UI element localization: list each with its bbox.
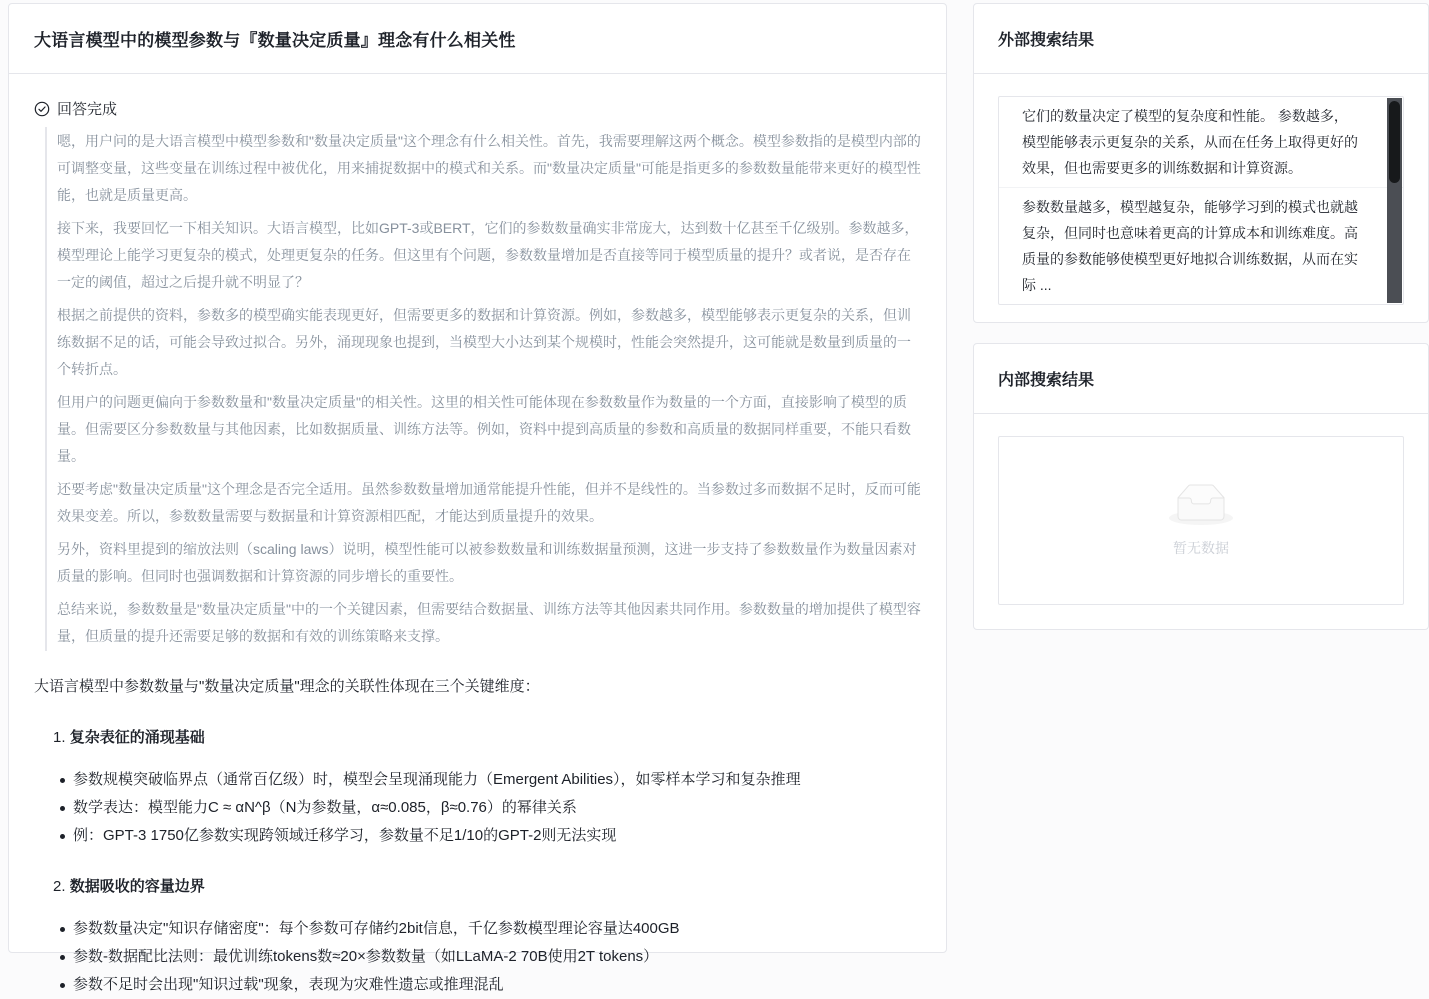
search-result-item[interactable]: 它们的数量决定了模型的复杂度和性能。 参数越多，模型能够表示更复杂的关系，从而在任务上取得更好的效果，但也需要更多的训练数据和计算资源。: [1022, 108, 1358, 176]
thinking-paragraph: 还要考虑"数量决定质量"这个理念是否完全适用。虽然参数数量增加通常能提升性能，但并不是线性的。当参数过多而数据不足时，反而可能效果变差。所以，参数数量需要与数据量和计算资源相匹配，才能达到质量提升的效果。: [57, 481, 921, 524]
internal-results-title: 内部搜索结果: [974, 344, 1428, 414]
answer-status: [34, 98, 921, 119]
search-result-item[interactable]: 参数数量越多，模型越复杂，能够学习到的模式也就越复杂，但同时也意味着更高的计算成本和训练难度。高质量的参数能够使模型更好地拟合训练数据，从而在实际 ...: [999, 187, 1403, 304]
list-item: 参数数量决定"知识存储密度"：每个参数可存储约2bit信息，千亿参数模型理论容量达400GB: [34, 915, 921, 943]
list-item: 数学表达：模型能力C ≈ αN^β（N为参数量，α≈0.085，β≈0.76）的幂律关系: [34, 794, 921, 822]
thinking-paragraph: 接下来，我要回忆一下相关知识。大语言模型，比如GPT-3或BERT，它们的参数数量确实非常庞大，达到数十亿甚至千亿级别。参数越多，模型理论上能学习更复杂的模式，处理更复杂的任务。但这里有个问题，参数数量增加是否直接等同于模型质量的提升？或者说，是否存在一定的阈值，超过之后提升就不明显了？: [57, 220, 919, 290]
results-scrollbar[interactable]: [1387, 98, 1402, 303]
section-heading-1: [53, 727, 921, 749]
answer-intro: 大语言模型中参数数量与"数量决定质量"理念的关联性体现在三个关键维度：: [34, 678, 540, 695]
list-item: 参数-数据配比法则：最优训练tokens数≈20×参数数量（如LLaMA-2 70B使用2T tokens）: [34, 943, 921, 971]
external-results-list: [998, 96, 1404, 305]
thinking-paragraph: 根据之前提供的资料，参数多的模型确实能表现更好，但需要更多的数据和计算资源。例如，参数越多，模型能够表示更复杂的关系，但训练数据不足的话，可能会导致过拟合。另外，涌现现象也提到，当模型大小达到某个规模时，性能会突然提升，这可能就是数量到质量的一个转折点。: [57, 307, 911, 377]
external-results-body: [974, 74, 1428, 327]
thinking-paragraph: 但用户的问题更偏向于参数数量和"数量决定质量"的相关性。这里的相关性可能体现在参数数量作为数量的一个方面，直接影响了模型的质量。但需要区分参数数量与其他因素，比如数据质量、训练方法等。例如，资料中提到高质量的参数和高质量的数据同样重要，不能只看数量。: [57, 394, 911, 464]
section-number: 1.: [53, 729, 66, 746]
list-item: 参数不足时会出现"知识过载"现象，表现为灾难性遗忘或推理混乱: [34, 971, 921, 999]
section-heading-2: [53, 876, 921, 898]
empty-state-text: 暂无数据: [1173, 539, 1229, 556]
list-item: 例：GPT-3 1750亿参数实现跨领域迁移学习，参数量不足1/10的GPT-2则无法实现: [34, 822, 921, 850]
empty-box-icon: [1169, 484, 1233, 530]
check-circle-icon: [34, 101, 50, 117]
thinking-paragraph: 嗯，用户问的是大语言模型中模型参数和"数量决定质量"这个理念有什么相关性。首先，我需要理解这两个概念。模型参数指的是模型内部的可调整变量，这些变量在训练过程中被优化，用来捕捉数据中的模式和关系。而"数量决定质量"可能是指更多的参数数量能带来更好的模型性能，也就是质量更高。: [57, 133, 921, 203]
results-scrollbar-thumb[interactable]: [1389, 101, 1400, 183]
section-number: 2.: [53, 878, 66, 895]
section-1-bullets: [34, 766, 921, 850]
question-title: 大语言模型中的模型参数与『数量决定质量』理念有什么相关性: [9, 4, 946, 74]
section-2-bullets: [34, 915, 921, 999]
answer-status-label: 回答完成: [57, 101, 118, 118]
thinking-paragraph: 另外，资料里提到的缩放法则（scaling laws）说明，模型性能可以被参数数量和训练数据量预测，这进一步支持了参数数量作为数量因素对质量的影响。但同时也强调数据和计算资源的同步增长的重要性。: [57, 541, 917, 584]
internal-results-body: [974, 414, 1428, 627]
internal-results-panel: [973, 343, 1429, 630]
external-results-title: 外部搜索结果: [974, 4, 1428, 74]
empty-state: [998, 436, 1404, 605]
list-item: 参数规模突破临界点（通常百亿级）时，模型会呈现涌现能力（Emergent Abilities），如零样本学习和复杂推理: [34, 766, 921, 794]
thinking-paragraph: 总结来说，参数数量是"数量决定质量"中的一个关键因素，但需要结合数据量、训练方法等其他因素共同作用。参数数量的增加提供了模型容量，但质量的提升还需要足够的数据和有效的训练策略来支撑。: [57, 601, 921, 644]
section-title: 数据吸收的容量边界: [69, 878, 205, 895]
external-results-panel: [973, 3, 1429, 323]
section-title: 复杂表征的涌现基础: [69, 729, 205, 746]
thinking-quote: [45, 127, 921, 651]
answer-body: [9, 74, 946, 999]
answer-panel: [8, 3, 947, 993]
